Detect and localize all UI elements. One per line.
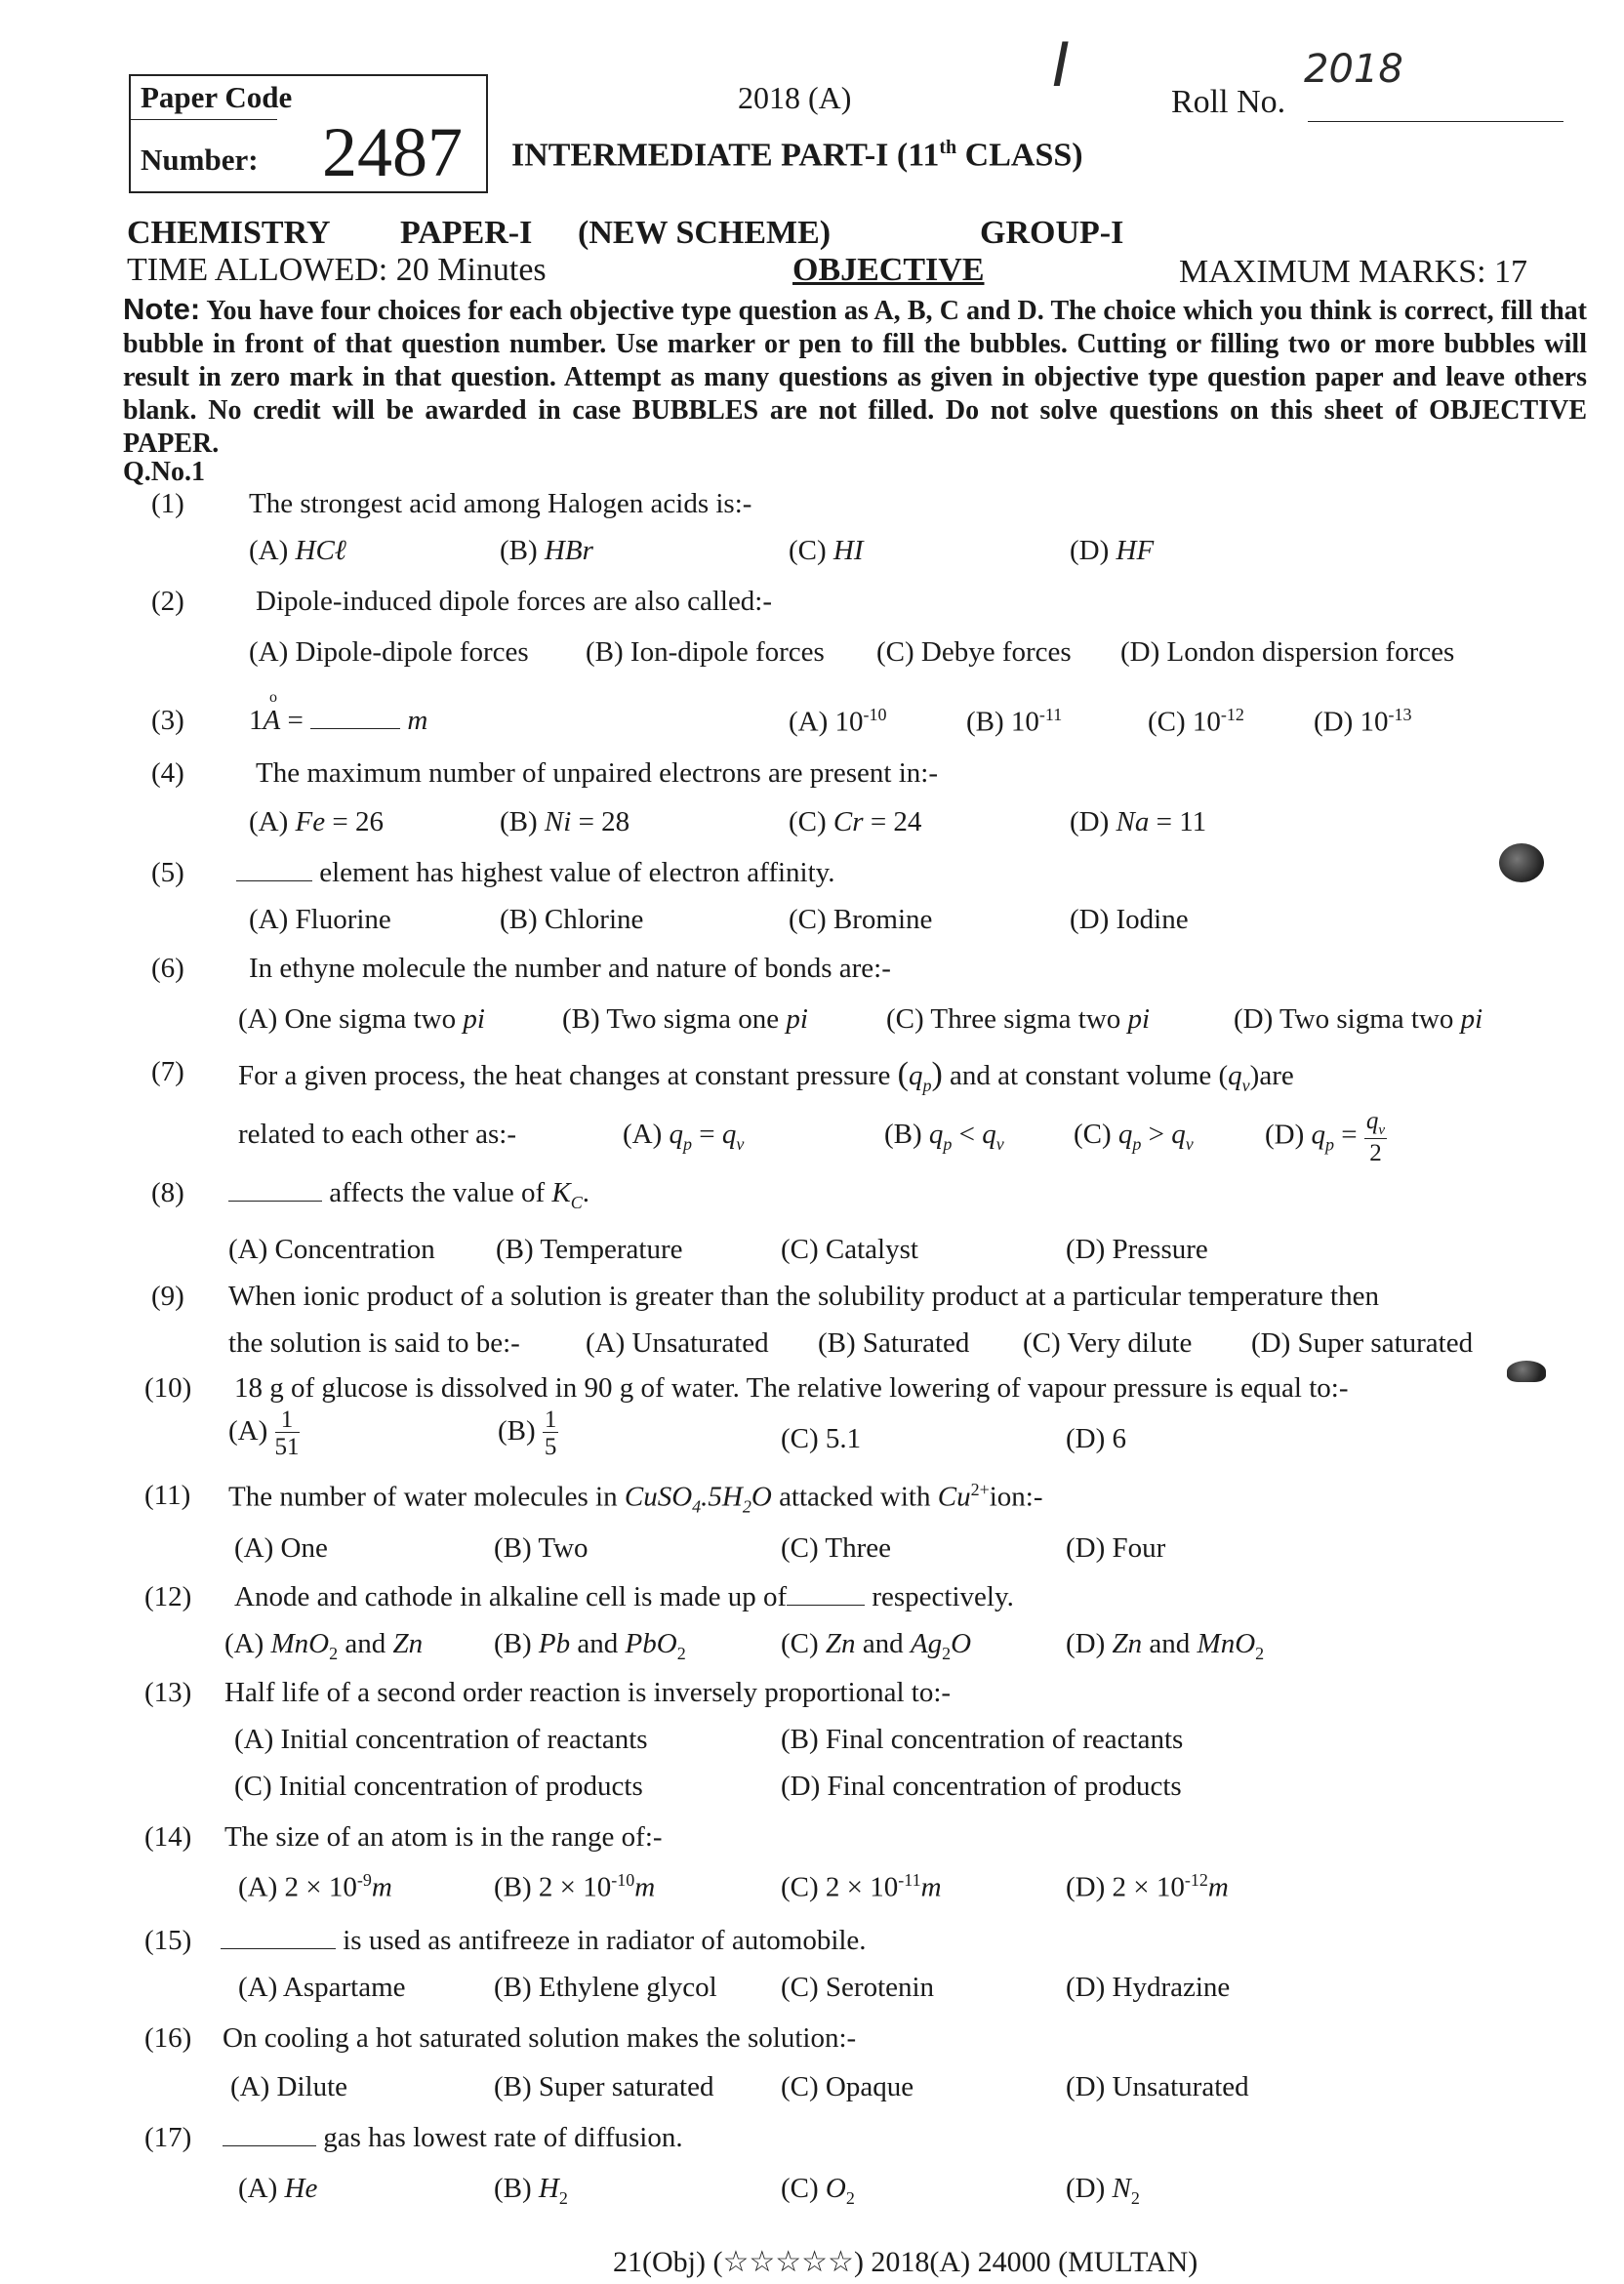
q2-option-d: (D) London dispersion forces [1120,636,1455,668]
q12-option-c: (C) Zn and $Ag_2O$ [781,1628,972,1663]
q16-number: (16) [144,2022,192,2054]
q4-option-c: (C) Cr = 24 [789,806,922,837]
q8-number: (8) [151,1177,184,1208]
q9-option-c: (C) Very dilute [1023,1327,1193,1359]
q2-option-b: (B) Ion-dipole forces [586,636,825,668]
q15-text: is used as antifreeze in radiator of automobile. [221,1925,867,1957]
q13-option-d: (D) Final concentration of products [781,1771,1182,1802]
q16-option-b: (B) Super saturated [494,2071,714,2102]
ink-blot [1499,843,1544,882]
q5-option-b: (B) Chlorine [500,904,644,935]
paper-code-box [129,74,488,193]
q10-option-d: (D) 6 [1066,1423,1127,1454]
q9-option-b: (B) Saturated [818,1327,970,1359]
q12-text: Anode and cathode in alkaline cell is made up of respectively. [234,1581,1014,1612]
q7-option-b: (B) $q_p < q_v$ [884,1119,1004,1154]
q5-number: (5) [151,857,184,888]
q8-option-d: (D) Pressure [1066,1234,1208,1265]
q6-text: In ethyne molecule the number and nature of bonds are:- [249,953,891,984]
q8-option-a: (A) Concentration [228,1234,435,1265]
q2-text: Dipole-induced dipole forces are also called:- [256,586,773,617]
q9-text-cont: the solution is said to be:- [228,1327,520,1359]
q11-option-a: (A) One [234,1532,328,1564]
roll-number-line [1308,121,1563,122]
q15-option-a: (A) Aspartame [238,1972,406,2003]
q14-text: The size of an atom is in the range of:- [224,1821,663,1853]
exam-year: 2018 (A) [738,80,852,115]
paper-code-divider [131,119,277,120]
q13-option-c: (C) Initial concentration of products [234,1771,643,1802]
q17-option-c: (C) $O_2$ [781,2173,855,2208]
q16-text: On cooling a hot saturated solution makes the solution:- [223,2022,857,2054]
subject-name: CHEMISTRY [127,215,331,251]
roll-number-label: Roll No. [1171,84,1286,120]
q17-option-a: (A) He [238,2173,318,2204]
maximum-marks: MAXIMUM MARKS: 17 [1179,254,1528,290]
q1-option-b: (B) HBr [500,535,593,566]
q16-option-d: (D) Unsaturated [1066,2071,1249,2102]
q7-text: For a given process, the heat changes at constant pressure $(q_p)$ and at constant volume $(q_v)are$ [238,1056,1294,1095]
time-allowed: TIME ALLOWED: 20 Minutes [127,252,547,288]
note-text: You have four choices for each objective type question as A, B, C and D. The choice which you think is correct, fill that bubble in front of that question number. Use marker or pen to fill the bubbles. Cutting or filling two or more bubbles will result in zero mark in that question. Attempt as many questions as given in objective type question paper and leave others blank. No credit will be awarded in case BUBBLES are not filled. Do not solve questions on this sheet of OBJECTIVE PAPER. [123,296,1587,459]
q7-number: (7) [151,1056,184,1087]
q6-option-c: (C) Three sigma two pi [886,1003,1151,1035]
q5-text: element has highest value of electron affinity. [236,857,835,889]
q13-option-a: (A) Initial concentration of reactants [234,1724,648,1755]
paper-code-number: 2487 [322,113,463,191]
q12-option-a: (A) MnO$_2$ and Zn [224,1628,424,1663]
q2-option-a: (A) Dipole-dipole forces [249,636,529,668]
q14-option-a: (A) $2 \times 10^{-9}m$ [238,1870,392,1903]
q10-option-b: (B) $\frac{1}{5}$ [498,1407,557,1460]
q4-option-d: (D) Na = 11 [1070,806,1207,837]
q11-option-b: (B) Two [494,1532,589,1564]
q8-option-c: (C) Catalyst [781,1234,918,1265]
q14-option-c: (C) $2 \times 10^{-11}m$ [781,1870,942,1903]
q15-number: (15) [144,1925,192,1956]
q3-text: 1A = m [249,705,428,736]
q1-option-d: (D) HF [1070,535,1155,566]
q3-option-d: (D) $10^{-13}$ [1314,705,1412,738]
q12-number: (12) [144,1581,192,1612]
question-number-heading: Q.No.1 [123,457,205,487]
q10-number: (10) [144,1372,192,1404]
q7-option-d: (D) $q_p$ = $\frac{q_v}{2}$ [1265,1108,1386,1166]
footer-code: 21(Obj) (☆☆☆☆☆) 2018(A) 24000 (MULTAN) [613,2246,1198,2278]
q14-option-d: (D) $2 \times 10^{-12}m$ [1066,1870,1229,1903]
q4-number: (4) [151,757,184,789]
note-label: Note: [123,292,201,326]
q1-number: (1) [151,488,184,519]
q17-text: gas has lowest rate of diffusion. [223,2122,683,2154]
q4-option-b: (B) Ni = 28 [500,806,630,837]
q1-option-a: (A) HCℓ [249,535,346,566]
paper-type: OBJECTIVE [792,252,985,288]
q15-option-b: (B) Ethylene glycol [494,1972,717,2003]
q11-option-c: (C) Three [781,1532,891,1564]
q2-option-c: (C) Debye forces [876,636,1072,668]
q5-option-c: (C) Bromine [789,904,933,935]
q4-text: The maximum number of unpaired electrons are present in:- [256,757,938,789]
q7-text-cont: related to each other as:- [238,1119,517,1150]
q7-option-a: (A) $q_p = q_v$ [623,1119,745,1154]
q9-number: (9) [151,1281,184,1312]
q2-number: (2) [151,586,184,617]
instructions-note [123,293,1587,461]
q9-option-a: (A) Unsaturated [586,1327,769,1359]
q3-option-a: (A) $10^{-10}$ [789,705,887,738]
q6-number: (6) [151,953,184,984]
q1-option-c: (C) HI [789,535,864,566]
q12-option-d: (D) Zn and MnO$_2$ [1066,1628,1265,1663]
q15-option-c: (C) Serotenin [781,1972,935,2003]
q10-option-a: (A) $\frac{1}{51}$ [228,1407,300,1460]
q8-option-b: (B) Temperature [496,1234,683,1265]
exam-title: INTERMEDIATE PART-I (11th CLASS) [511,137,1083,174]
q8-text: affects the value of $K_C$. [228,1177,589,1213]
handwritten-year: 2018 [1304,47,1403,92]
q11-text: The number of water molecules in $CuSO_4.5H_2O$ attacked with $Cu^{2+}ion:-$ [228,1480,1043,1517]
ink-smudge [1507,1361,1546,1382]
q6-option-d: (D) Two sigma two pi [1234,1003,1483,1035]
q6-option-a: (A) One sigma two pi [238,1003,485,1035]
group: GROUP-I [980,215,1124,251]
q12-option-b: (B) Pb and PbO$_2$ [494,1628,686,1663]
paper-code-label: Paper Code [141,80,293,114]
scheme: (NEW SCHEME) [578,215,832,251]
q7-option-c: (C) $q_p > q_v$ [1074,1119,1194,1154]
angstrom-ring: o [269,689,277,706]
q3-option-b: (B) $10^{-11}$ [966,705,1063,738]
q17-option-b: (B) $H_2$ [494,2173,568,2208]
q5-option-a: (A) Fluorine [249,904,391,935]
q16-option-c: (C) Opaque [781,2071,914,2102]
q17-number: (17) [144,2122,192,2153]
q6-option-b: (B) Two sigma one pi [562,1003,808,1035]
q5-option-d: (D) Iodine [1070,904,1189,935]
q13-option-b: (B) Final concentration of reactants [781,1724,1184,1755]
q10-text: 18 g of glucose is dissolved in 90 g of water. The relative lowering of vapour pressure is equal to:- [234,1372,1349,1404]
q1-text: The strongest acid among Halogen acids is:- [249,488,752,519]
q14-option-b: (B) $2 \times 10^{-10}m$ [494,1870,656,1903]
q11-option-d: (D) Four [1066,1532,1166,1564]
q13-number: (13) [144,1677,192,1708]
q17-option-d: (D) $N_2$ [1066,2173,1140,2208]
q16-option-a: (A) Dilute [230,2071,347,2102]
q14-number: (14) [144,1821,192,1853]
q3-number: (3) [151,705,184,736]
q9-option-d: (D) Super saturated [1251,1327,1474,1359]
q15-option-d: (D) Hydrazine [1066,1972,1231,2003]
number-label: Number: [141,143,259,177]
handwritten-mark: I [1052,29,1071,101]
q3-option-c: (C) $10^{-12}$ [1148,705,1244,738]
q10-option-c: (C) 5.1 [781,1423,862,1454]
q11-number: (11) [144,1480,191,1511]
paper-number: PAPER-I [400,215,533,251]
q4-option-a: (A) Fe = 26 [249,806,384,837]
q9-text: When ionic product of a solution is greater than the solubility product at a particular temperature then [228,1281,1379,1312]
q13-text: Half life of a second order reaction is inversely proportional to:- [224,1677,952,1708]
